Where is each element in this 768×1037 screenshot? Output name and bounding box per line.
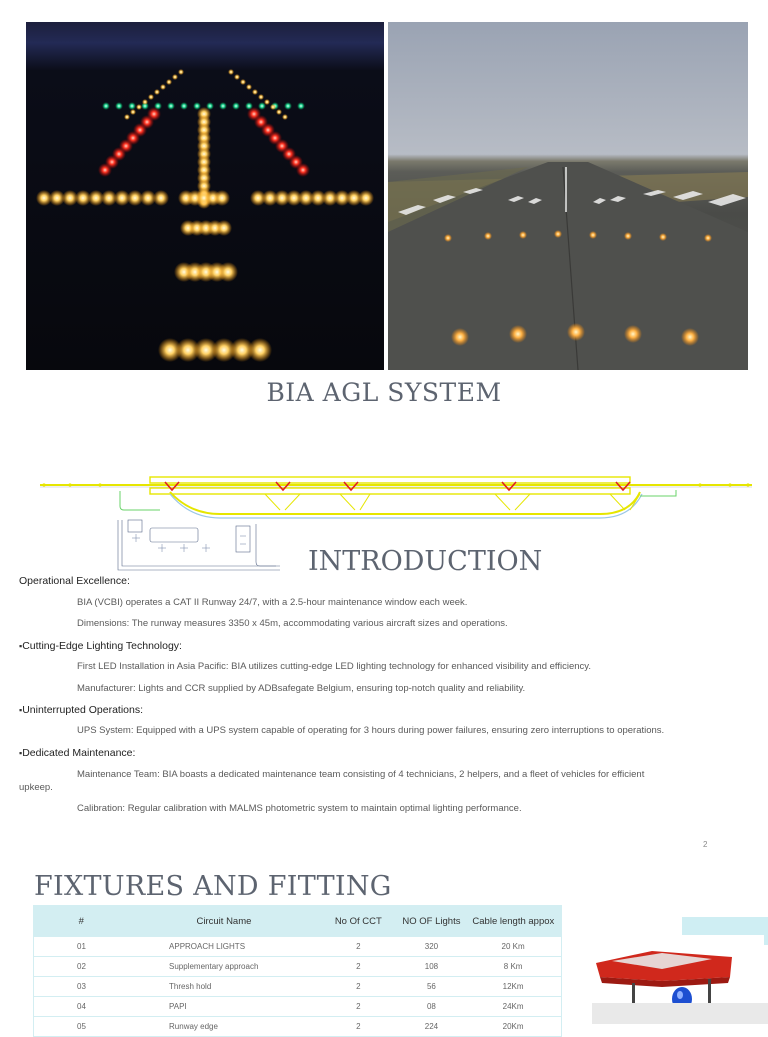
fixtures-table (33, 905, 562, 1037)
page-number: 2 (703, 840, 708, 849)
cell-circuit-name: Runway edge (129, 1017, 319, 1037)
bullet-icon: ▪ (19, 748, 23, 758)
intro-item-dimensions: Dimensions: The runway measures 3350 x 45m, accommodating various aircraft sizes and operations. (77, 618, 508, 629)
intro-item-ups: UPS System: Equipped with a UPS system capable of operating for 3 hours during power failures, ensuring zero interruptions to operations. (77, 725, 665, 736)
table-row (34, 937, 562, 957)
heading-lighting-technology: ▪Cutting-Edge Lighting Technology: (19, 640, 182, 652)
table-row (34, 957, 562, 977)
approach-lights-night-photo (26, 22, 384, 370)
cell-cable: 20 Km (465, 937, 561, 957)
cell-cct: 2 (319, 1017, 398, 1037)
cell-cct: 2 (319, 937, 398, 957)
cell-lights: 08 (398, 997, 466, 1017)
intro-item-led: First LED Installation in Asia Pacific: BIA utilizes cutting-edge LED lighting technology for enhanced visibility and efficiency. (77, 661, 591, 672)
col-header-no-of-lights: NO OF Lights (398, 906, 466, 937)
bullet-icon: ▪ (19, 641, 23, 651)
cell-number: 01 (34, 937, 130, 957)
cell-number: 02 (34, 957, 130, 977)
intro-item-maintenance-team-cont: upkeep. (19, 782, 53, 793)
col-header-number: # (34, 906, 130, 937)
table-row (34, 997, 562, 1017)
cell-lights: 224 (398, 1017, 466, 1037)
section-title-fixtures: FIXTURES AND FITTING (34, 871, 392, 902)
cell-number: 05 (34, 1017, 130, 1037)
col-header-cable-length: Cable length appox (465, 906, 561, 937)
cell-circuit-name: APPROACH LIGHTS (129, 937, 319, 957)
cell-cable: 12Km (465, 977, 561, 997)
intro-item-maintenance-team: Maintenance Team: BIA boasts a dedicated maintenance team consisting of 4 technicians, 2 helpers, and a fleet of vehicles for efficient (77, 769, 645, 780)
cell-number: 04 (34, 997, 130, 1017)
cell-circuit-name: PAPI (129, 997, 319, 1017)
light-fixture-photo (592, 917, 768, 1024)
table-row (34, 977, 562, 997)
heading-dedicated-maintenance: ▪Dedicated Maintenance: (19, 747, 136, 759)
table-header-row (34, 906, 562, 937)
cell-lights: 108 (398, 957, 466, 977)
cell-cct: 2 (319, 997, 398, 1017)
col-header-circuit-name: Circuit Name (129, 906, 319, 937)
page-title: BIA AGL SYSTEM (266, 378, 502, 407)
cell-cable: 24Km (465, 997, 561, 1017)
cell-cable: 8 Km (465, 957, 561, 977)
intro-item-manufacturer: Manufacturer: Lights and CCR supplied by ADBsafegate Belgium, ensuring top-notch quality and reliability. (77, 683, 526, 694)
runway-day-photo (388, 22, 748, 370)
cell-lights: 56 (398, 977, 466, 997)
table-row (34, 1017, 562, 1037)
col-header-no-of-cct: No Of CCT (319, 906, 398, 937)
cell-cct: 2 (319, 957, 398, 977)
heading-operational-excellence: Operational Excellence: (19, 575, 130, 587)
section-title-introduction: INTRODUCTION (308, 546, 543, 577)
intro-item-calibration: Calibration: Regular calibration with MALMS photometric system to maintain optimal lighting performance. (77, 803, 522, 814)
cell-cct: 2 (319, 977, 398, 997)
heading-uninterrupted-operations: ▪Uninterrupted Operations: (19, 704, 144, 716)
cell-lights: 320 (398, 937, 466, 957)
cell-circuit-name: Thresh hold (129, 977, 319, 997)
cell-circuit-name: Supplementary approach (129, 957, 319, 977)
bullet-icon: ▪ (19, 705, 23, 715)
cell-cable: 20Km (465, 1017, 561, 1037)
cell-number: 03 (34, 977, 130, 997)
intro-item-runway-ops: BIA (VCBI) operates a CAT II Runway 24/7, with a 2.5-hour maintenance window each week. (77, 597, 468, 608)
